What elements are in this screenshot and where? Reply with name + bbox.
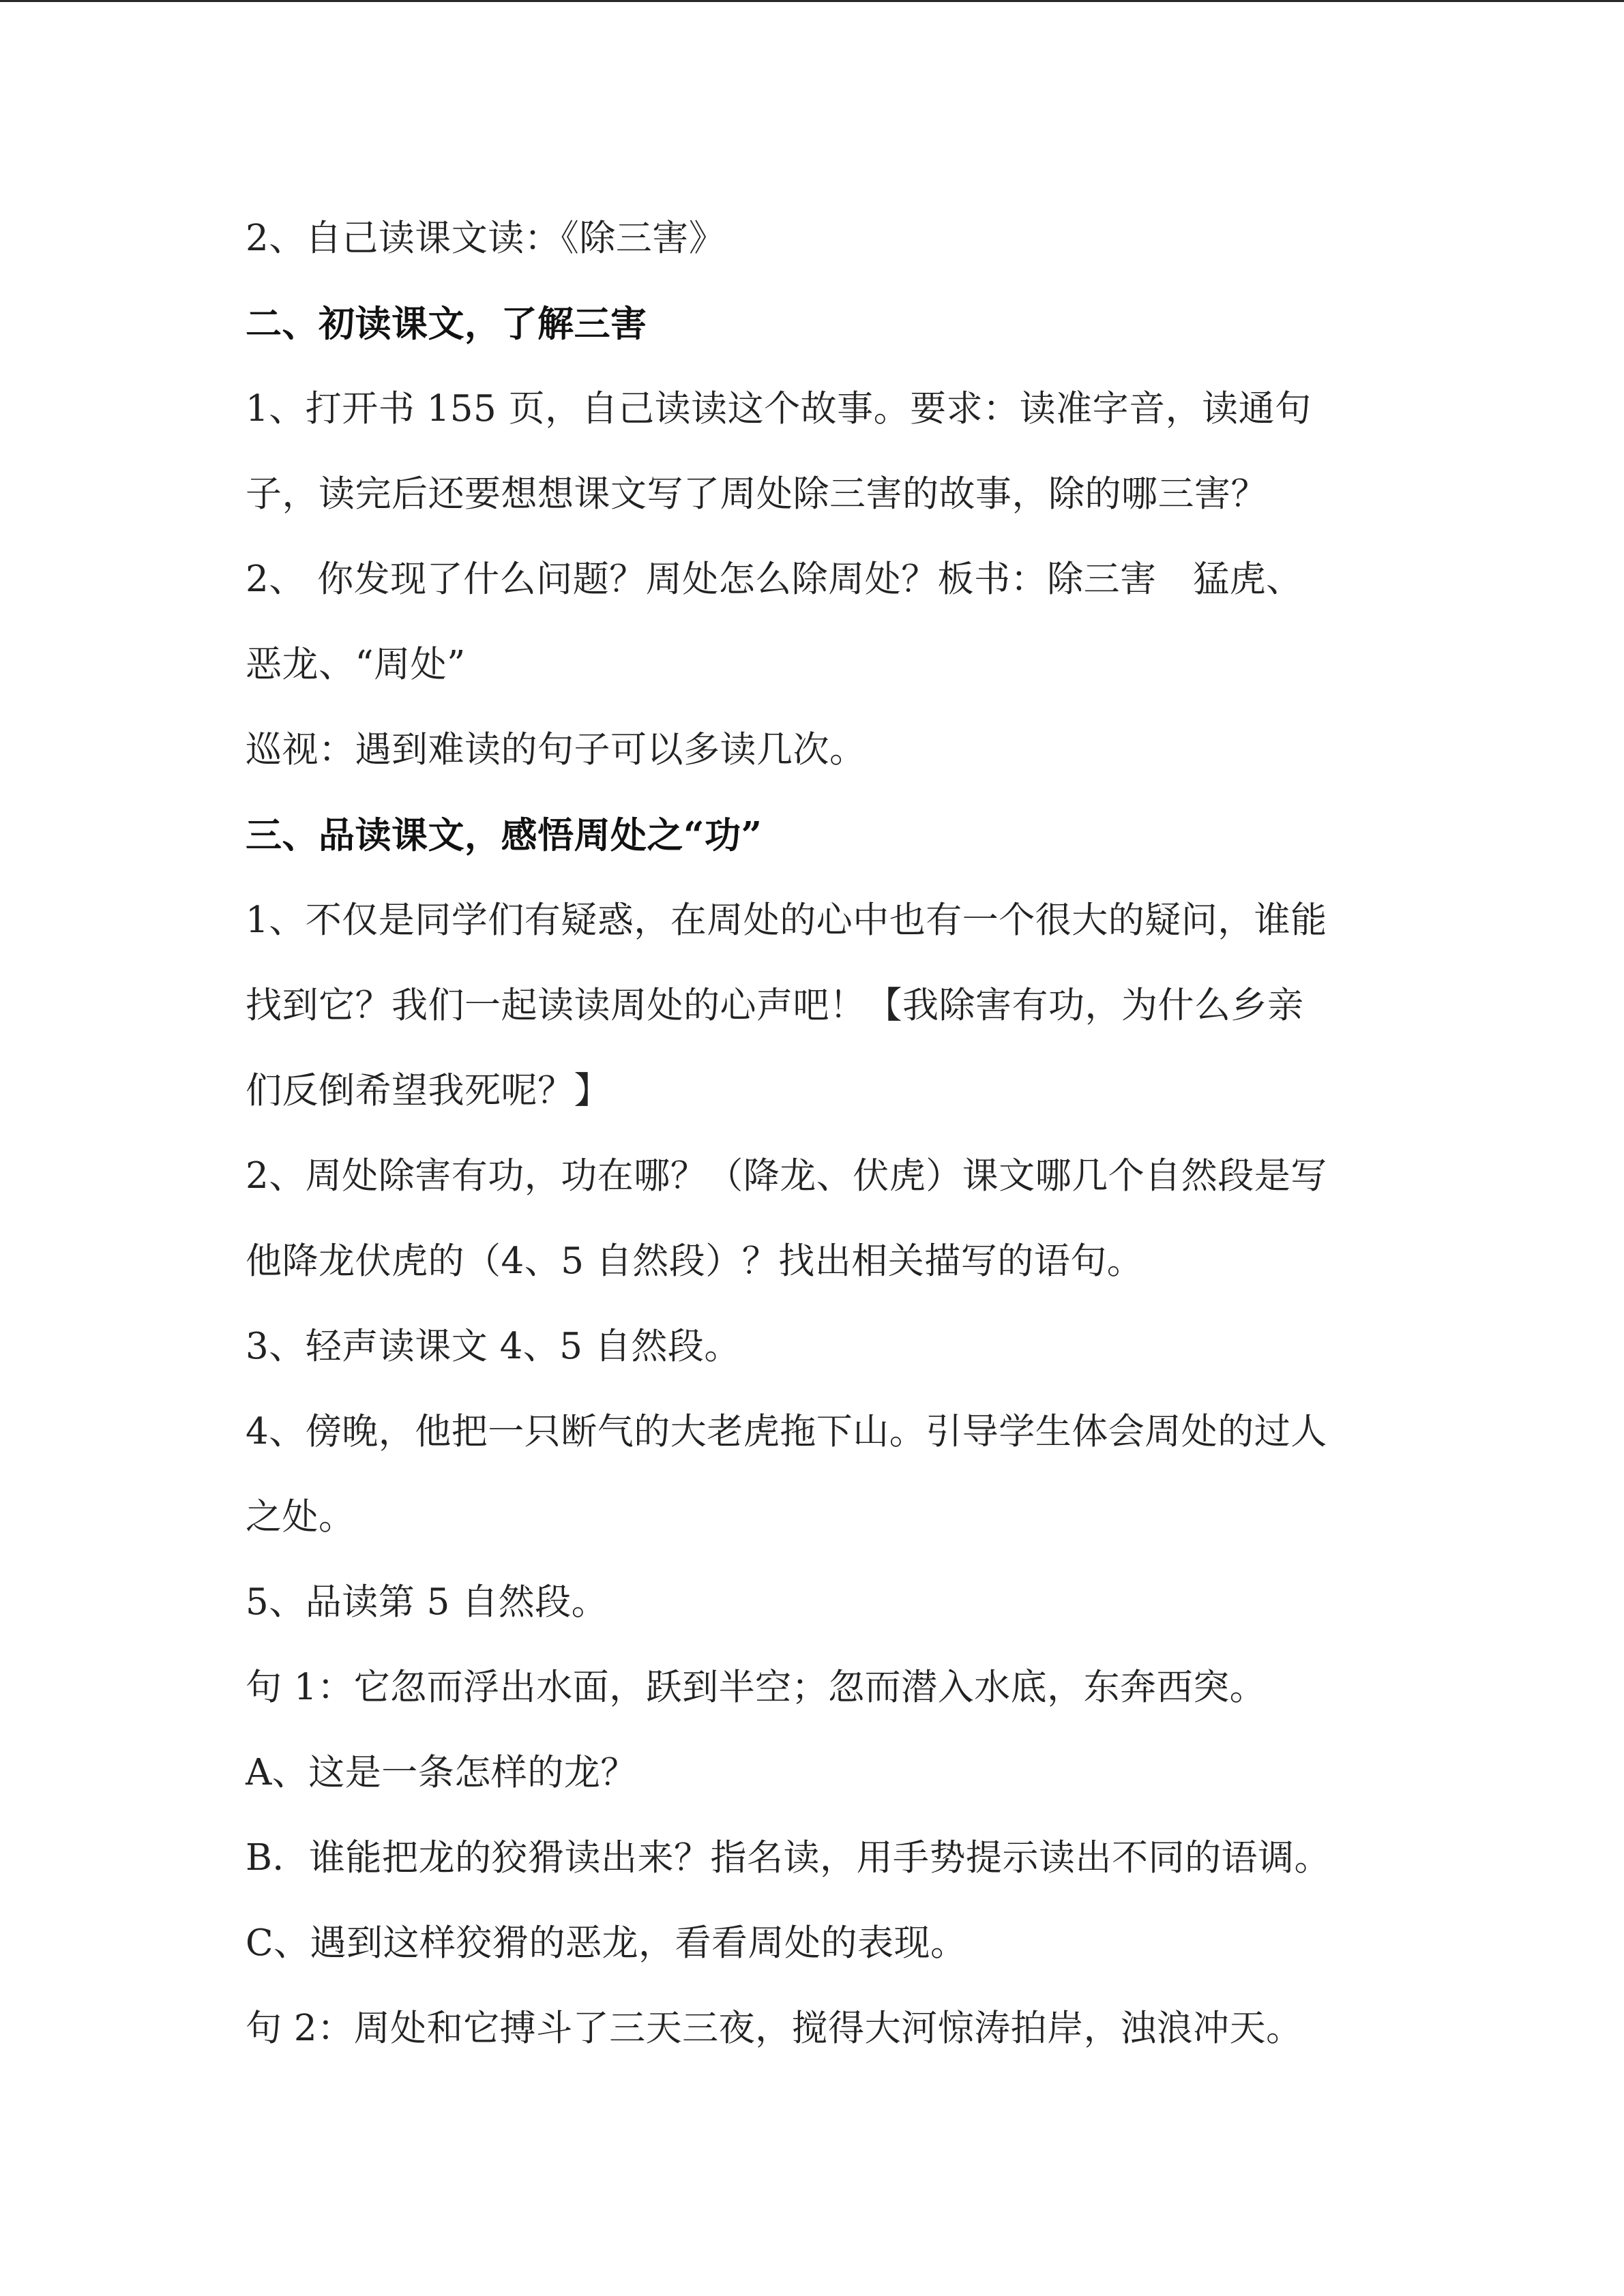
text-line: 之处。 <box>246 1496 355 1538</box>
section-heading: 三、品读课文，感悟周处之“功” <box>246 814 763 856</box>
text-line: 2、 你发现了什么问题？周处怎么除周处？板书：除三害 猛虎、 <box>246 558 1303 600</box>
text-line: 2、周处除害有功，功在哪？（降龙、伏虎）课文哪几个自然段是写 <box>246 1155 1327 1197</box>
top-border-line <box>0 0 1624 2</box>
text-line: C、遇到这样狡猾的恶龙，看看周处的表现。 <box>246 1922 967 1964</box>
text-line: 子，读完后还要想想课文写了周处除三害的故事，除的哪三害？ <box>246 473 1267 515</box>
text-line: B．谁能把龙的狡猾读出来？指名读，用手势提示读出不同的语调。 <box>246 1837 1331 1879</box>
text-line: 句 2：周处和它搏斗了三天三夜，搅得大河惊涛拍岸，浊浪冲天。 <box>246 2008 1303 2049</box>
text-line: 5、品读第 5 自然段。 <box>246 1581 608 1623</box>
text-line: 句 1：它忽而浮出水面，跃到半空；忽而潜入水底，东奔西突。 <box>246 1667 1267 1708</box>
text-line: A、这是一条怎样的龙？ <box>246 1752 637 1793</box>
text-line: 3、轻声读课文 4、5 自然段。 <box>246 1326 741 1367</box>
text-line: 4、傍晚，他把一只断气的大老虎拖下山。引导学生体会周处的过人 <box>246 1411 1327 1452</box>
text-line: 们反倒希望我死呢？】 <box>246 1070 610 1112</box>
text-line: 巡视：遇到难读的句子可以多读几次。 <box>246 729 866 771</box>
text-line: 1、不仅是同学们有疑惑，在周处的心中也有一个很大的疑问，谁能 <box>246 899 1327 941</box>
section-heading: 二、初读课文，了解三害 <box>246 303 647 345</box>
text-line: 找到它？我们一起读读周处的心声吧！【我除害有功，为什么乡亲 <box>246 985 1304 1026</box>
text-line: 恶龙、“周处” <box>246 644 466 685</box>
text-line: 1、打开书 155 页，自己读读这个故事。要求：读准字音，读通句 <box>246 388 1312 430</box>
text-line: 2、自己读课文读：《除三害》 <box>246 218 726 259</box>
text-line: 他降龙伏虎的（4、5 自然段）？找出相关描写的语句。 <box>246 1240 1144 1282</box>
